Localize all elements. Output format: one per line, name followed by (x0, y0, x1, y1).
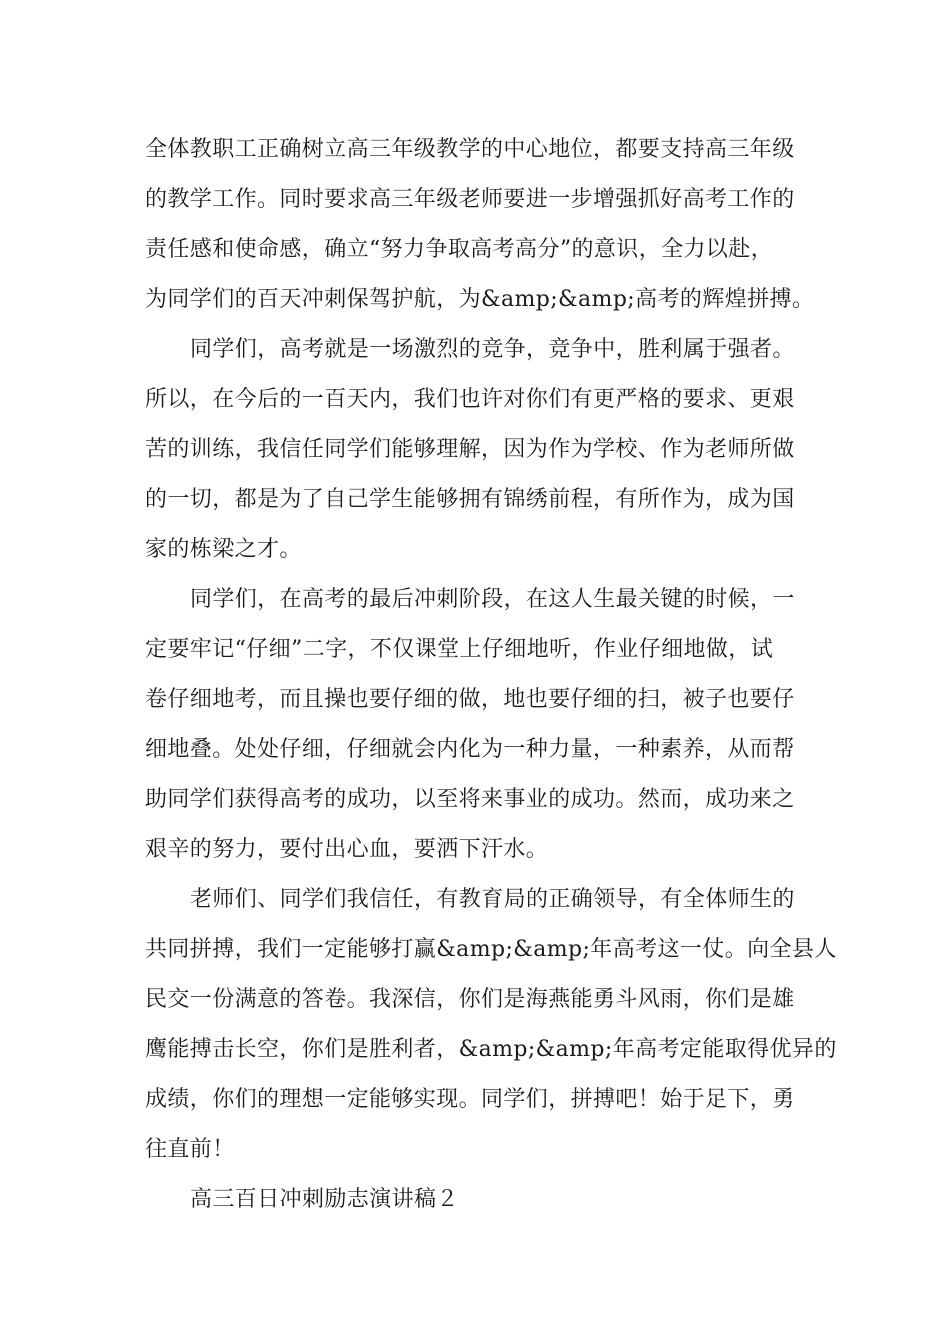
text-line: 为同学们的百天冲刺保驾护航，为&amp;&amp;高考的辉煌拼搏。 (145, 287, 815, 312)
text-line: 助同学们获得高考的成功，以至将来事业的成功。然而，成功来之 (145, 787, 795, 812)
text-line: 往直前！ (145, 1137, 235, 1162)
text-line: 苦的训练，我信任同学们能够理解，因为作为学校、作为老师所做 (145, 437, 795, 462)
text-line: 家的栋梁之才。 (145, 537, 302, 562)
paragraph-first-line: 老师们、同学们我信任，有教育局的正确领导，有全体师生的 (190, 887, 795, 912)
text-line: 艰辛的努力，要付出心血，要洒下汗水。 (145, 837, 549, 862)
text-line: 所以，在今后的一百天内，我们也许对你们有更严格的要求、更艰 (145, 387, 795, 412)
text-line: 鹰能搏击长空，你们是胜利者，&amp;&amp;年高考定能取得优异的 (145, 1037, 837, 1062)
text-line: 定要牢记“仔细”二字，不仅课堂上仔细地听，作业仔细地做，试 (145, 637, 774, 662)
text-line: 成绩，你们的理想一定能够实现。同学们，拼搏吧！始于足下，勇 (145, 1087, 795, 1112)
paragraph-first-line: 同学们，高考就是一场激烈的竞争，竞争中，胜利属于强者。 (190, 337, 795, 362)
text-line: 民交一份满意的答卷。我深信，你们是海燕能勇斗风雨，你们是雄 (145, 987, 795, 1012)
paragraph-first-line: 同学们，在高考的最后冲刺阶段，在这人生最关键的时候，一 (190, 587, 795, 612)
text-line: 的一切，都是为了自己学生能够拥有锦绣前程，有所作为，成为国 (145, 487, 795, 512)
text-line: 卷仔细地考，而且操也要仔细的做，地也要仔细的扫，被子也要仔 (145, 687, 795, 712)
text-line: 细地叠。处处仔细，仔细就会内化为一种力量，一种素养，从而帮 (145, 737, 795, 762)
text-line: 全体教职工正确树立高三年级教学的中心地位，都要支持高三年级 (145, 137, 795, 162)
section-heading: 高三百日冲刺励志演讲稿２ (190, 1187, 459, 1212)
text-line: 责任感和使命感，确立“努力争取高考高分”的意识，全力以赴， (145, 237, 774, 262)
text-line: 的教学工作。同时要求高三年级老师要进一步增强抓好高考工作的 (145, 187, 795, 212)
text-line: 共同拼搏，我们一定能够打赢&amp;&amp;年高考这一仗。向全县人 (145, 937, 837, 962)
